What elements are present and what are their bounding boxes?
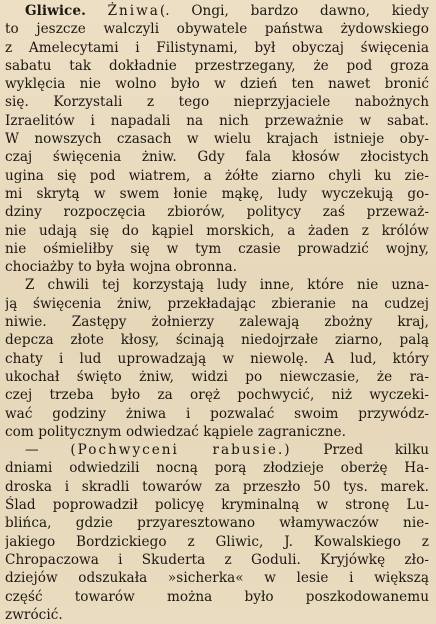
section-heading: Żniwa: [107, 3, 160, 19]
text-run: com politycznym odwiedzać kąpiele zagraniczne.: [5, 423, 346, 440]
text-line: [5, 313, 429, 331]
text-line: [5, 295, 429, 313]
text-run: nie ośmieliłby się w tym czasie prowadzić wojny,: [5, 240, 429, 257]
text-line: [5, 222, 429, 240]
text-run: dziejów odszukała »sicherka« w lesie i większą: [5, 570, 429, 587]
text-run: zwrócić.: [5, 606, 63, 623]
text-run: depcza złote kłosy, ścinają niedojrzałe ziarno, palą: [5, 332, 429, 349]
text-run: Izraelitów i napadali na nich przeważnie w sabat.: [5, 112, 429, 129]
text-line: [5, 569, 429, 587]
text-run: jakiego Bordzickiego z Gliwic, J. Kowalskiego z: [5, 533, 429, 550]
text-run: dniami odwiedzili nocną porą złodzieje oberżę Ha-: [5, 460, 429, 477]
text-run: czaj święcenia żniw. Gdy fala kłosów złocistych: [5, 149, 429, 166]
text-line: [5, 350, 429, 368]
text-run: wać godziny żniwa i pozwalać swoim przywódz-: [5, 405, 429, 422]
text-line: [5, 368, 429, 386]
text-run: nie udają się do kąpiel morskich, a żaden z królów: [5, 222, 429, 239]
text-line: [5, 533, 429, 551]
text-line: [5, 386, 429, 404]
text-run: chociażby to była wojna obronna.: [5, 259, 237, 276]
section-heading: (Pochwyceni rabusie.): [70, 442, 292, 459]
text-line: [5, 551, 429, 569]
text-line: [5, 185, 429, 203]
text-run: blińca, gdzie przyaresztowano włamywaczów nie-: [5, 515, 429, 532]
text-line: [5, 441, 429, 459]
text-run: Chropaczowa i Skuderta z Goduli. Kryjówkę zło-: [5, 551, 429, 568]
text-run: chaty i lud uprowadzają w niewolę. A lud, który: [5, 350, 429, 367]
text-line: [5, 130, 429, 148]
text-run: Przed kilku: [291, 442, 429, 459]
text-line: [5, 112, 429, 130]
text-run: W nowszych czasach w wielu krajach istnieje oby-: [5, 131, 429, 148]
text-run: Ślad poprowadził policyę kryminalną w stronę Lu-: [5, 497, 429, 514]
text-run: niwie. Zastępy żołnierzy zalewają zbożny kraj,: [5, 314, 429, 331]
text-line: [5, 514, 429, 532]
text-line: [5, 167, 429, 185]
text-run: wyklęcia nie wolno było w dzień ten nawet bronić: [5, 76, 429, 93]
text-run: ją święcenia żniw, przekładając zbieranie na cudzej: [5, 295, 429, 312]
text-line: [5, 2, 429, 20]
text-run: czej trzeba było za oręż pochwycić, niż wyczeki-: [5, 387, 429, 404]
text-run: ukochał święto żniw, widzi po niewczasie, że ra-: [5, 368, 429, 385]
text-line: [5, 203, 429, 221]
text-run: (. Ongi, bardzo dawno, kiedy: [159, 3, 429, 19]
text-line: [5, 478, 429, 496]
text-run: dziny rozpoczęcia zbiorów, politycy zaś przeważ-: [5, 204, 429, 221]
text-run: to jeszcze walczyli obywatele państwa żydowskiego: [5, 21, 429, 38]
text-run: ugina się pod wiatrem, a żółte ziarno chyli ku zie-: [5, 167, 429, 184]
text-run: sabatu tak dokładnie przestrzegany, że pod groza: [5, 57, 429, 74]
text-line: [5, 240, 429, 258]
text-run: część towarów można było poszkodowanemu: [5, 588, 429, 605]
text-run: —: [25, 442, 71, 459]
dateline: Gliwice.: [25, 3, 86, 19]
text-line: [5, 496, 429, 514]
text-line: [5, 276, 429, 294]
article-text: [5, 2, 429, 624]
text-line: [5, 258, 429, 276]
text-line: [5, 405, 429, 423]
text-line: [5, 20, 429, 38]
text-line: [5, 606, 429, 624]
text-line: [5, 331, 429, 349]
text-line: [5, 39, 429, 57]
text-run: [86, 3, 108, 19]
text-line: [5, 459, 429, 477]
text-run: mi skrytą w swem łonie mąkę, ludy wyczekują go-: [5, 185, 429, 202]
text-line: [5, 588, 429, 606]
text-run: z Amelecytami i Filistynami, był obyczaj święcenia: [5, 39, 429, 56]
text-line: [5, 75, 429, 93]
text-line: [5, 423, 429, 441]
text-run: się. Korzystali z tego nieprzyjaciele nabożnych: [5, 94, 429, 111]
text-run: Z chwili tej korzystają ludy inne, które nie uzna-: [25, 277, 429, 294]
text-line: [5, 148, 429, 166]
text-line: [5, 93, 429, 111]
text-run: droska i skradli towarów za przeszło 50 tys. marek.: [5, 478, 429, 495]
text-line: [5, 57, 429, 75]
